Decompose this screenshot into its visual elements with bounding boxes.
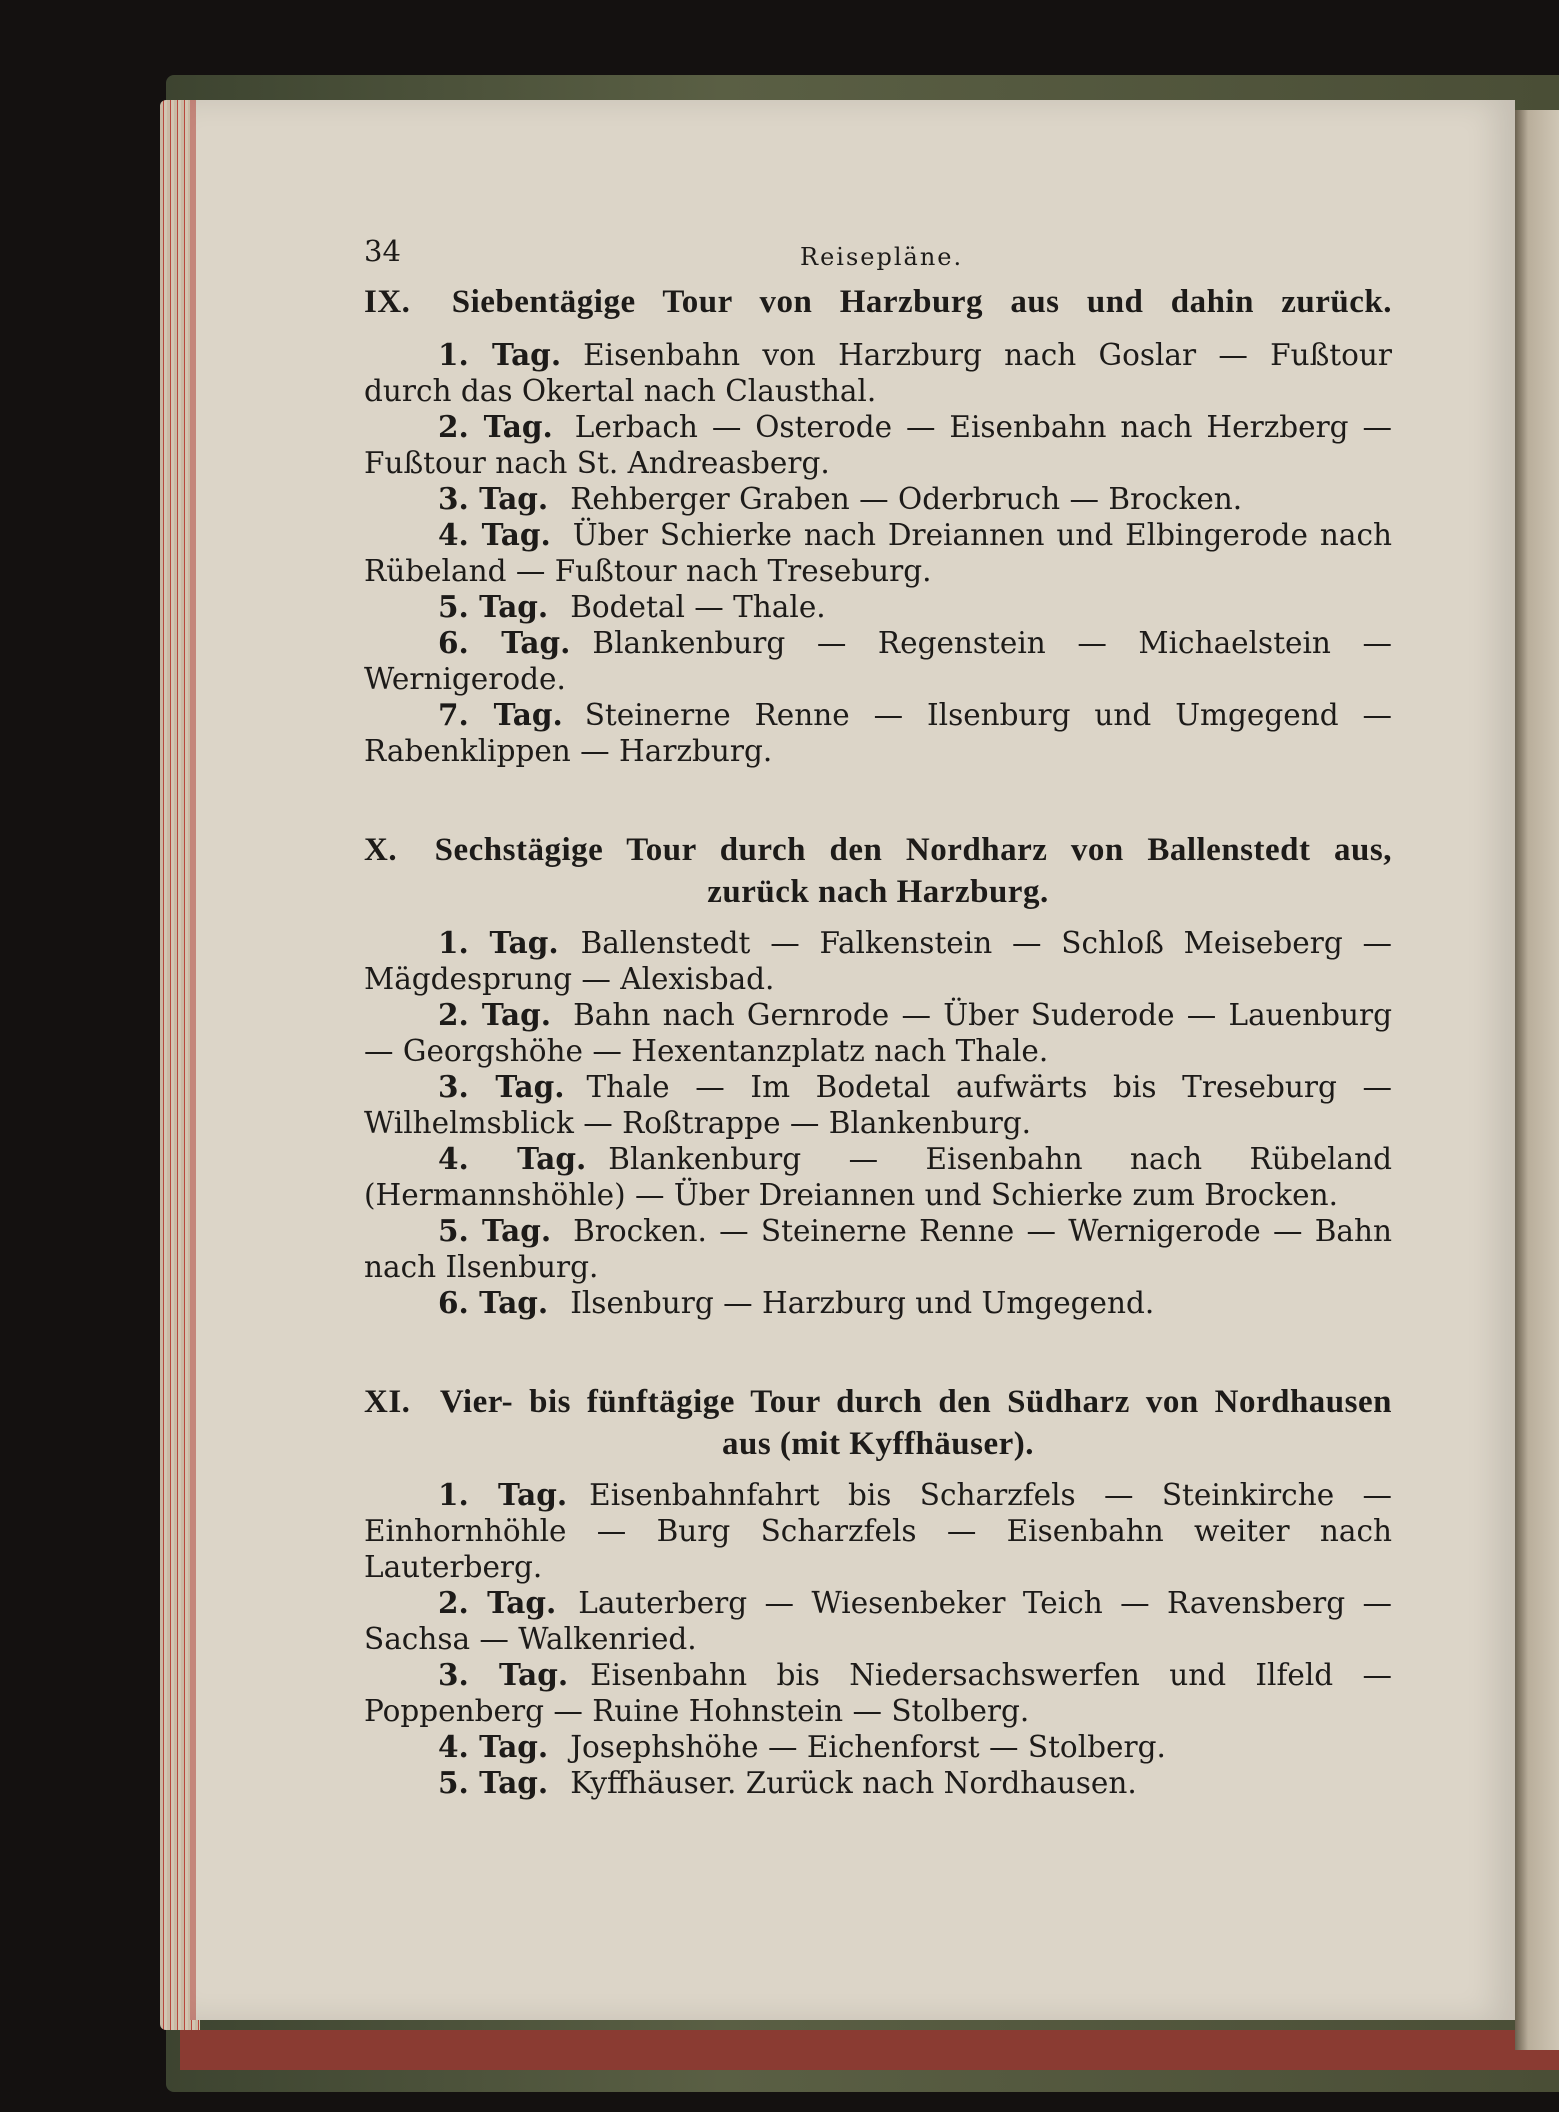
day-label: 6. Tag. [438,1285,549,1320]
day-text: Eisenbahnfahrt bis Scharzfels — Steinkirche — Einhornhöhle — Burg Scharzfels — Eisenbahn weiter nach Lauterberg. [364,1478,1392,1584]
section-title [364,281,1392,323]
section-ix [364,281,1392,769]
section-title-line: Vier- bis fünftägige Tour durch den Südharz von Nordhausen [439,1384,1393,1420]
day-text: Steinerne Renne — Ilsenburg und Umgegend — Rabenklippen — Harzburg. [364,698,1392,768]
facing-page-edge [1515,110,1559,2050]
day-entry [364,589,1392,625]
day-label: 4. Tag. [438,1729,549,1764]
day-label: 6. Tag. [438,625,571,660]
day-label: 1. Tag. [438,337,562,372]
day-text: Kyffhäuser. Zurück nach Nordhausen. [570,1766,1137,1800]
day-entry [364,409,1392,481]
section-numeral: IX. [364,284,411,320]
page-content [364,225,1392,1801]
section-xi [364,1381,1392,1801]
day-label: 4. Tag. [438,517,551,552]
day-label: 1. Tag. [438,925,559,960]
section-numeral: XI. [364,1384,411,1420]
day-text: Thale — Im Bodetal aufwärts bis Treseburg — Wilhelmsblick — Roßtrappe — Blankenburg. [364,1070,1392,1140]
section-title-line: zurück nach Harzburg. [707,874,1049,910]
day-entry [364,1657,1392,1729]
day-text: Lauterberg — Wiesenbeker Teich — Ravensberg — Sachsa — Walkenried. [364,1586,1392,1656]
day-text: Lerbach — Osterode — Eisenbahn nach Herzberg — Fußtour nach St. Andreasberg. [364,410,1392,480]
day-text: Bodetal — Thale. [570,590,826,624]
cover-bottom-edge [180,2030,1559,2070]
day-entry [364,1585,1392,1657]
day-text: Ilsenburg — Harzburg und Umgegend. [570,1286,1155,1320]
day-entry [364,1765,1392,1801]
running-title: Reisepläne. [800,243,964,271]
day-label: 5. Tag. [438,1765,549,1800]
day-text: Rehberger Graben — Oderbruch — Brocken. [570,482,1243,516]
section-numeral: X. [364,832,398,868]
section-title-line: aus (mit Kyffhäuser). [721,1426,1035,1462]
day-label: 3. Tag. [438,481,549,516]
day-label: 3. Tag. [438,1069,565,1104]
day-text: Josephshöhe — Eichenforst — Stolberg. [570,1730,1166,1764]
day-entry [364,1141,1392,1213]
day-label: 2. Tag. [438,997,552,1032]
day-entry [364,1285,1392,1321]
day-text: Brocken. — Steinerne Renne — Wernigerode — Bahn nach Ilsenburg. [364,1214,1392,1284]
day-entry [364,337,1392,409]
day-text: Ballenstedt — Falkenstein — Schloß Meiseberg — Mägdesprung — Alexisbad. [364,926,1392,996]
running-head [364,225,1392,281]
day-label: 1. Tag. [438,1477,568,1512]
day-entry [364,1213,1392,1285]
section-title [364,1381,1392,1465]
day-label: 5. Tag. [438,1213,552,1248]
day-entry [364,1477,1392,1585]
day-label: 4. Tag. [438,1141,587,1176]
day-label: 5. Tag. [438,589,549,624]
day-entry [364,481,1392,517]
day-text: Über Schierke nach Dreiannen und Elbingerode nach Rübeland — Fußtour nach Treseburg. [364,518,1392,588]
day-entry [364,697,1392,769]
day-text: Bahn nach Gernrode — Über Suderode — Lauenburg — Georgshöhe — Hexentanzplatz nach Thale. [364,998,1392,1068]
section-title [364,829,1392,913]
day-text: Blankenburg — Regenstein — Michaelstein — Wernigerode. [364,626,1392,696]
section-title-line: Siebentägige Tour von Harzburg aus und dahin zurück. [451,284,1393,320]
section-title-line: Sechstägige Tour durch den Nordharz von Ballenstedt aus, [434,832,1393,868]
day-label: 3. Tag. [438,1657,569,1692]
day-label: 2. Tag. [438,1585,557,1620]
day-label: 7. Tag. [438,697,563,732]
day-entry [364,517,1392,589]
day-entry [364,625,1392,697]
day-text: Eisenbahn bis Niedersachswerfen und Ilfeld — Poppenberg — Ruine Hohnstein — Stolberg. [364,1658,1392,1728]
day-entry [364,1729,1392,1765]
day-entry [364,1069,1392,1141]
page-number: 34 [364,234,401,268]
day-text: Blankenburg — Eisenbahn nach Rübeland (Hermannshöhle) — Über Dreiannen und Schierke zum Brocken. [364,1142,1392,1212]
section-x [364,829,1392,1321]
day-entry [364,925,1392,997]
day-text: Eisenbahn von Harzburg nach Goslar — Fußtour durch das Okertal nach Clausthal. [364,338,1392,408]
day-label: 2. Tag. [438,409,553,444]
day-entry [364,997,1392,1069]
